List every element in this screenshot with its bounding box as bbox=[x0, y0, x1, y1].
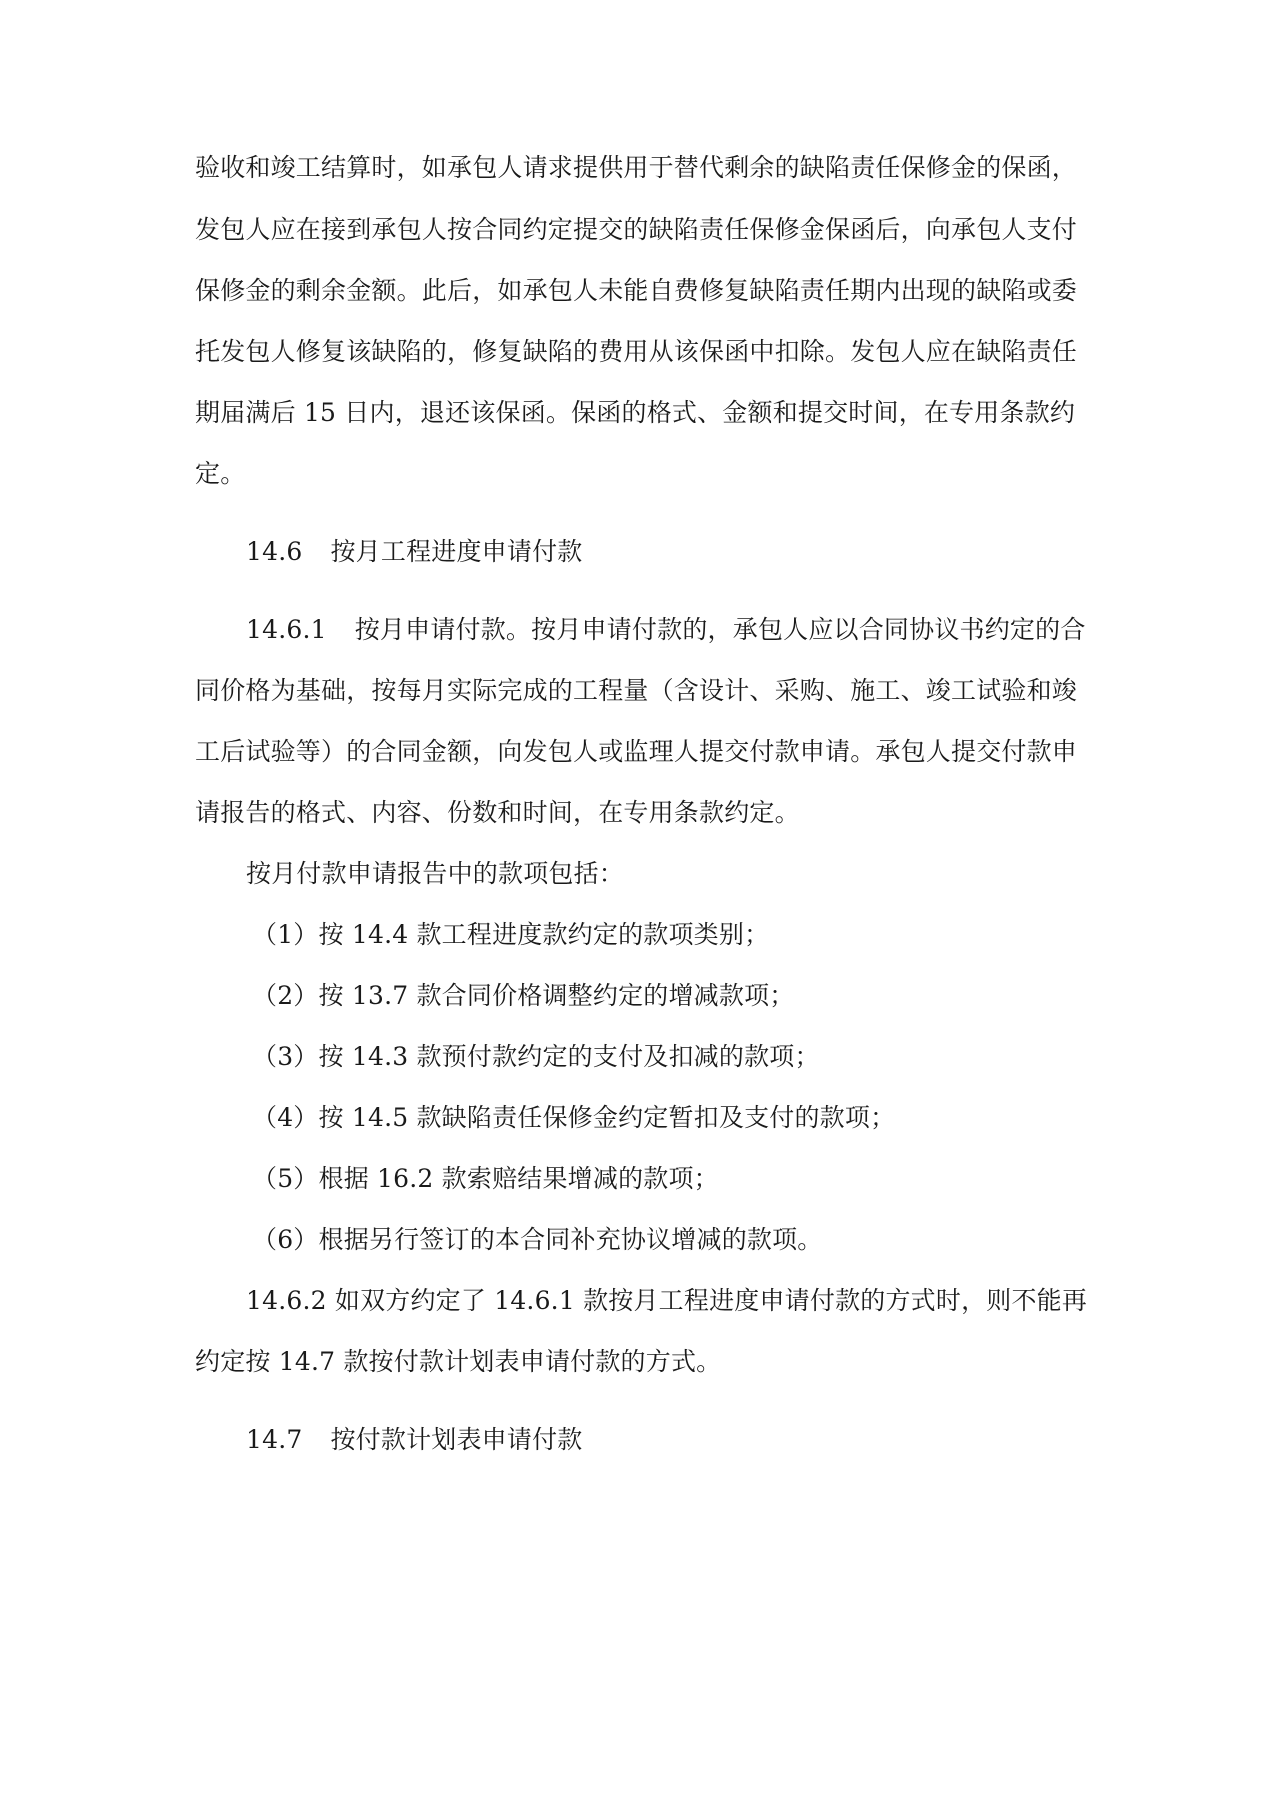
list-item: （6）根据另行签订的本合同补充协议增减的款项。 bbox=[252, 1225, 823, 1254]
list-item: （5）根据 16.2 款索赔结果增减的款项； bbox=[252, 1164, 719, 1193]
paragraph-line: 同价格为基础，按每月实际完成的工程量（含设计、采购、施工、竣工试验和竣 bbox=[195, 676, 1078, 705]
section-title: 按付款计划表申请付款 bbox=[330, 1425, 583, 1454]
section-heading-14-6 bbox=[246, 534, 582, 570]
clause-14-6-2-line: 14.6.2 如双方约定了 14.6.1 款按月工程进度申请付款的方式时，则不能再 bbox=[246, 1286, 1088, 1315]
items-intro: 按月付款申请报告中的款项包括： bbox=[246, 859, 625, 888]
paragraph-line: 定。 bbox=[195, 459, 246, 488]
section-title: 按月工程进度申请付款 bbox=[330, 537, 583, 566]
paragraph-line: 请报告的格式、内容、份数和时间，在专用条款约定。 bbox=[195, 798, 800, 827]
paragraph-line: 发包人应在接到承包人按合同约定提交的缺陷责任保修金保函后，向承包人支付 bbox=[195, 215, 1078, 244]
paragraph-line: 工后试验等）的合同金额，向发包人或监理人提交付款申请。承包人提交付款申 bbox=[195, 737, 1078, 766]
list-item: （2）按 13.7 款合同价格调整约定的增减款项； bbox=[252, 981, 795, 1010]
section-number: 14.7 bbox=[246, 1425, 303, 1454]
paragraph-line: 约定按 14.7 款按付款计划表申请付款的方式。 bbox=[195, 1347, 722, 1376]
clause-text: 按月申请付款。按月申请付款的，承包人应以合同协议书约定的合 bbox=[354, 615, 1086, 644]
paragraph-line: 保修金的剩余金额。此后，如承包人未能自费修复缺陷责任期内出现的缺陷或委 bbox=[195, 276, 1078, 305]
list-item: （3）按 14.3 款预付款约定的支付及扣减的款项； bbox=[252, 1042, 820, 1071]
list-item: （4）按 14.5 款缺陷责任保修金约定暂扣及支付的款项； bbox=[252, 1103, 896, 1132]
section-heading-14-7 bbox=[246, 1422, 582, 1458]
clause-14-6-1-first-line bbox=[246, 612, 1086, 648]
paragraph-line: 验收和竣工结算时，如承包人请求提供用于替代剩余的缺陷责任保修金的保函， bbox=[195, 153, 1078, 182]
paragraph-line: 期届满后 15 日内，退还该保函。保函的格式、金额和提交时间，在专用条款约 bbox=[195, 398, 1076, 427]
paragraph-line: 托发包人修复该缺陷的，修复缺陷的费用从该保函中扣除。发包人应在缺陷责任 bbox=[195, 337, 1078, 366]
list-item: （1）按 14.4 款工程进度款约定的款项类别； bbox=[252, 920, 770, 949]
clause-number: 14.6.1 bbox=[246, 615, 327, 644]
section-number: 14.6 bbox=[246, 537, 303, 566]
